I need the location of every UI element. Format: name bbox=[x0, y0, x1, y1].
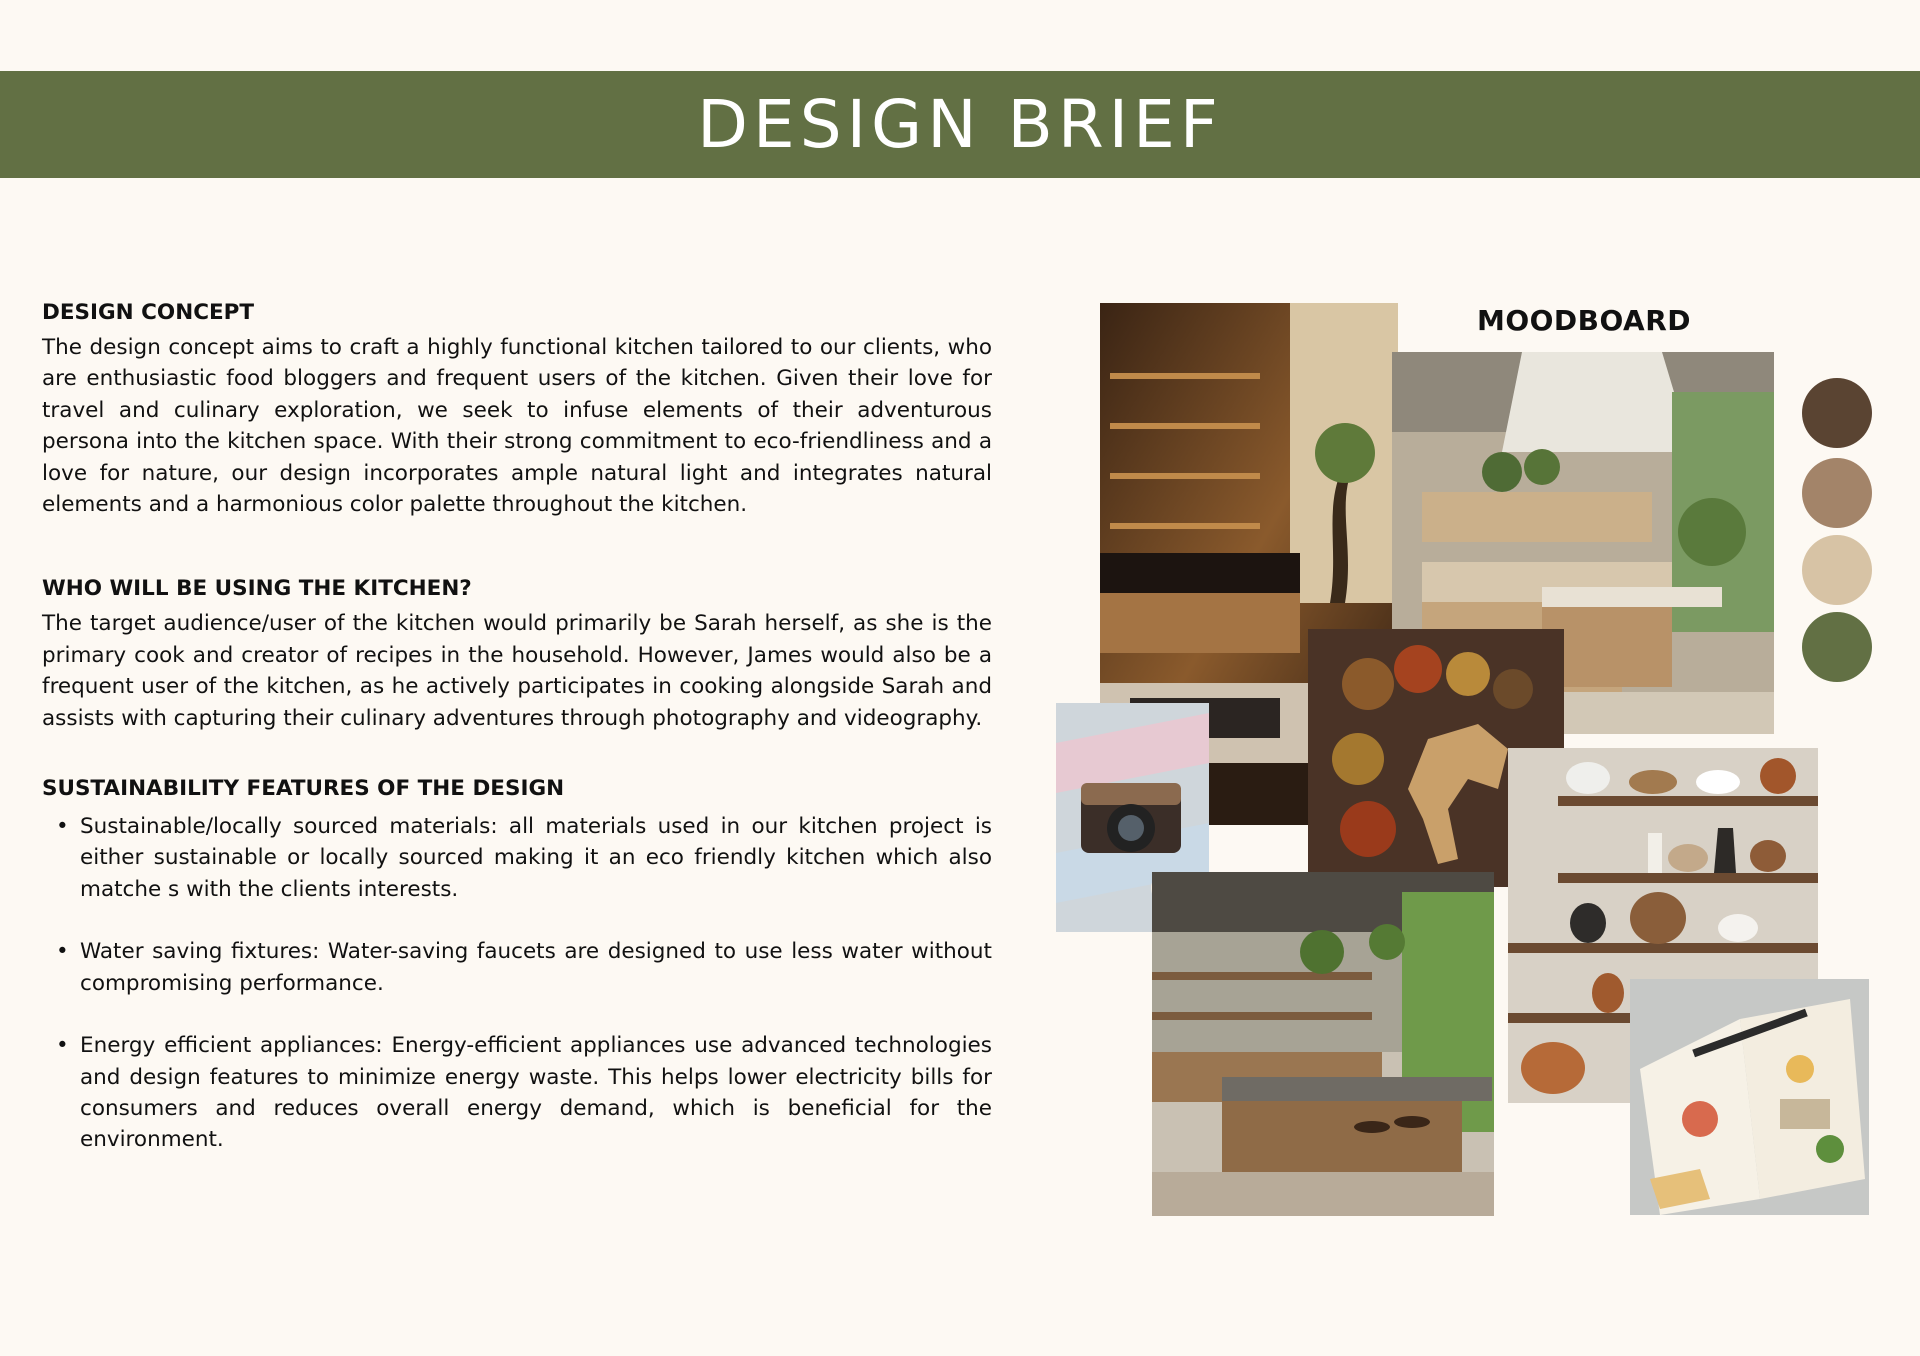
bullet-icon: • bbox=[56, 939, 69, 965]
palette-swatch-tan bbox=[1802, 458, 1872, 528]
kitchen-users-heading: WHO WILL BE USING THE KITCHEN? bbox=[42, 576, 472, 602]
kitchen-users-body: The target audience/user of the kitchen would primarily be Sarah herself, as she is the primary cook and creator of recipes in the household. However, James would also be a frequent user of the kitchen, as he actively participates in cooking alongside Sarah and assists with capturing their culinary adventures through photography and videography. bbox=[42, 611, 992, 731]
palette-swatch-beige bbox=[1802, 535, 1872, 605]
feature-text: Energy efficient appliances: Energy-efficient appliances use advanced technologies and design features to minimize energy waste. This helps lower electricity bills for consumers and reduces overall energy demand, which is beneficial for the environment. bbox=[80, 1033, 992, 1153]
list-item bbox=[56, 811, 992, 905]
list-item bbox=[56, 1030, 992, 1156]
list-item bbox=[56, 936, 992, 999]
moodboard-title: MOODBOARD bbox=[1476, 304, 1692, 337]
sustainability-list bbox=[42, 811, 992, 1156]
feature-text: Water saving fixtures: Water-saving faucets are designed to use less water without compromising performance. bbox=[80, 939, 992, 996]
page-title: DESIGN BRIEF bbox=[697, 86, 1223, 163]
brief-text-column bbox=[42, 300, 992, 1187]
photo-kitchen-island bbox=[1152, 872, 1494, 1216]
palette-swatch-dark-brown bbox=[1802, 378, 1872, 448]
design-concept-heading: DESIGN CONCEPT bbox=[42, 300, 255, 325]
design-concept-body: The design concept aims to craft a highly functional kitchen tailored to our clients, who are enthusiastic food bloggers and frequent users of the kitchen. Given their love for travel and culinary exploration, we seek to infuse elements of their adventurous persona into the kitchen space. With their strong commitment to eco-friendliness and a love for nature, our design incorporates ample natural light and integrates natural elements and a harmonious color palette throughout the kitchen. bbox=[42, 335, 992, 518]
photo-travel-journal bbox=[1630, 979, 1869, 1215]
sustainability-section bbox=[42, 776, 992, 1156]
design-concept-section bbox=[42, 300, 992, 520]
palette-swatch-olive-green bbox=[1802, 612, 1872, 682]
sustainability-heading: SUSTAINABILITY FEATURES OF THE DESIGN bbox=[42, 776, 565, 802]
feature-text: Sustainable/locally sourced materials: all materials used in our kitchen project is either sustainable or locally sourced making it an eco friendly kitchen which also matche s with the clients interests. bbox=[80, 814, 992, 902]
bullet-icon: • bbox=[56, 814, 69, 840]
bullet-icon: • bbox=[56, 1033, 69, 1059]
title-banner bbox=[0, 71, 1920, 178]
kitchen-users-section bbox=[42, 576, 992, 734]
